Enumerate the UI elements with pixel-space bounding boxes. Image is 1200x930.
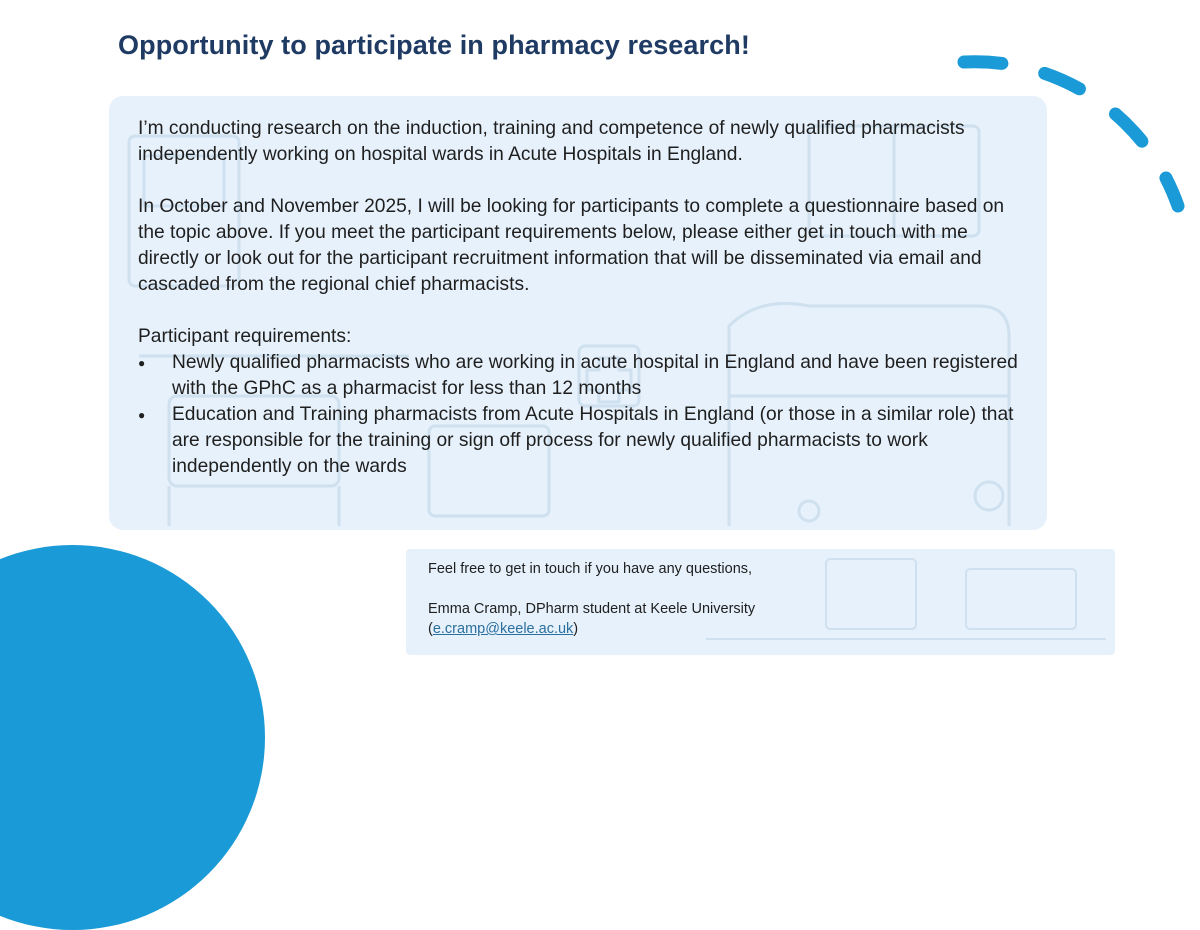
requirement-text: Newly qualified pharmacists who are working in acute hospital in England and have been registered with the GPhC as a pharmacist for less than 12 months (172, 352, 1018, 399)
page-title: Opportunity to participate in pharmacy research! (118, 30, 750, 60)
paren-close: ) (573, 621, 579, 637)
requirement-text: Education and Training pharmacists from Acute Hospitals in England (or those in a similar role) that are responsible for the training or sign off process for newly qualified pharmacists to work independently on the wards (172, 404, 1014, 477)
requirements-heading: Participant requirements: (138, 326, 352, 347)
recruitment-paragraph: In October and November 2025, I will be looking for participants to complete a questionnaire based on the topic above. If you meet the participant requirements below, please either get in touch with me directly or look out for the participant recruitment information that will be disseminated via email and cascaded from the regional chief pharmacists. (138, 196, 1005, 295)
contact-email-line (428, 619, 1088, 639)
bullet-icon: ● (138, 356, 146, 370)
requirements-list (138, 350, 1018, 480)
contact-invite: Feel free to get in touch if you have any questions, (428, 561, 753, 577)
intro-paragraph: I’m conducting research on the induction, training and competence of newly qualified pharmacists independently working on hospital wards in Acute Hospitals in England. (138, 118, 965, 165)
contact-panel (406, 549, 1115, 655)
email-link[interactable]: e.cramp@keele.ac.uk (432, 621, 574, 637)
paren-open: ( (428, 621, 433, 637)
bullet-icon: ● (138, 408, 146, 422)
decorative-circle (0, 545, 265, 930)
contact-name: Emma Cramp, DPharm student at Keele University (428, 601, 756, 617)
list-item (138, 350, 1018, 402)
info-panel (109, 96, 1047, 530)
list-item (138, 402, 1018, 480)
